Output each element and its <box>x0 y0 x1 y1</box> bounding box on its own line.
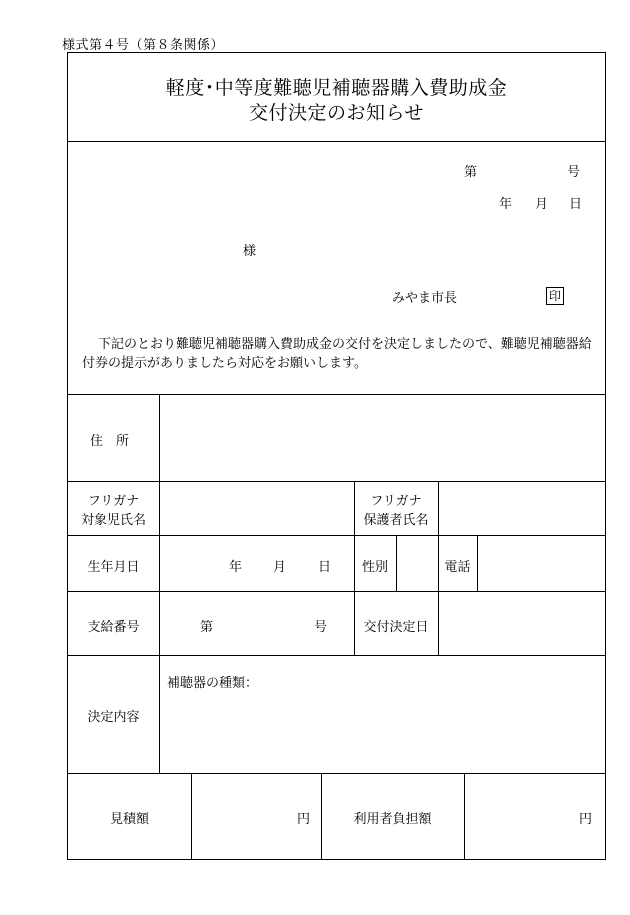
mayor-title: みやま市長 <box>392 291 458 306</box>
notice-section <box>68 141 605 395</box>
row-divider <box>68 773 605 774</box>
details-table <box>68 394 605 859</box>
column-divider <box>477 535 478 591</box>
payment-go: 号 <box>314 620 328 635</box>
guardian-name-label: 保護者氏名 <box>363 513 429 528</box>
number-dai: 第 <box>464 165 478 180</box>
row-divider <box>68 591 605 592</box>
guardian-furigana-label: フリガナ <box>370 494 422 509</box>
form-title-line2: 交付決定のお知らせ <box>249 102 424 124</box>
address-label: 住 所 <box>90 434 130 449</box>
column-divider <box>438 591 439 655</box>
gender-label: 性別 <box>361 560 388 575</box>
date-day: 日 <box>569 197 583 212</box>
number-go: 号 <box>567 165 581 180</box>
estimate-label: 見積額 <box>109 812 149 827</box>
notice-body-text: 下記のとおり難聴児補聴器購入費助成金の交付を決定しましたので、難聴児補聴器給付券の提示がありましたら対応をお願いします。 <box>82 337 592 371</box>
column-divider <box>159 394 160 773</box>
user-burden-label: 利用者負担額 <box>353 812 432 827</box>
row-divider <box>68 535 605 536</box>
column-divider <box>438 481 439 535</box>
birthdate-label: 生年月日 <box>87 560 140 575</box>
row-divider <box>68 655 605 656</box>
title-box <box>68 53 605 142</box>
form-title-line1: 軽度･中等度難聴児補聴器購入費助成金 <box>165 77 508 99</box>
device-type-label: 補聴器の種類： <box>167 676 259 691</box>
form-frame <box>67 52 606 860</box>
payment-number-label: 支給番号 <box>87 620 140 635</box>
birth-day-unit: 日 <box>318 560 332 575</box>
column-divider <box>464 773 465 859</box>
date-year: 年 <box>499 197 513 212</box>
column-divider <box>396 535 397 591</box>
decision-date-label: 交付決定日 <box>363 620 429 635</box>
addressee-sama: 様 <box>243 244 257 259</box>
birth-year-unit: 年 <box>229 560 243 575</box>
payment-dai: 第 <box>200 620 214 635</box>
estimate-yen-unit: 円 <box>297 812 311 827</box>
decision-content-label: 決定内容 <box>87 710 140 725</box>
date-month: 月 <box>535 197 549 212</box>
user-burden-yen-unit: 円 <box>579 812 593 827</box>
row-divider <box>68 481 605 482</box>
child-name-label: 対象児氏名 <box>80 513 146 528</box>
seal-mark: 印 <box>546 287 564 305</box>
form-number: 様式第４号（第８条関係） <box>62 38 225 53</box>
child-furigana-label: フリガナ <box>87 494 140 509</box>
column-divider <box>191 773 192 859</box>
birth-month-unit: 月 <box>273 560 287 575</box>
phone-label: 電話 <box>444 560 471 575</box>
